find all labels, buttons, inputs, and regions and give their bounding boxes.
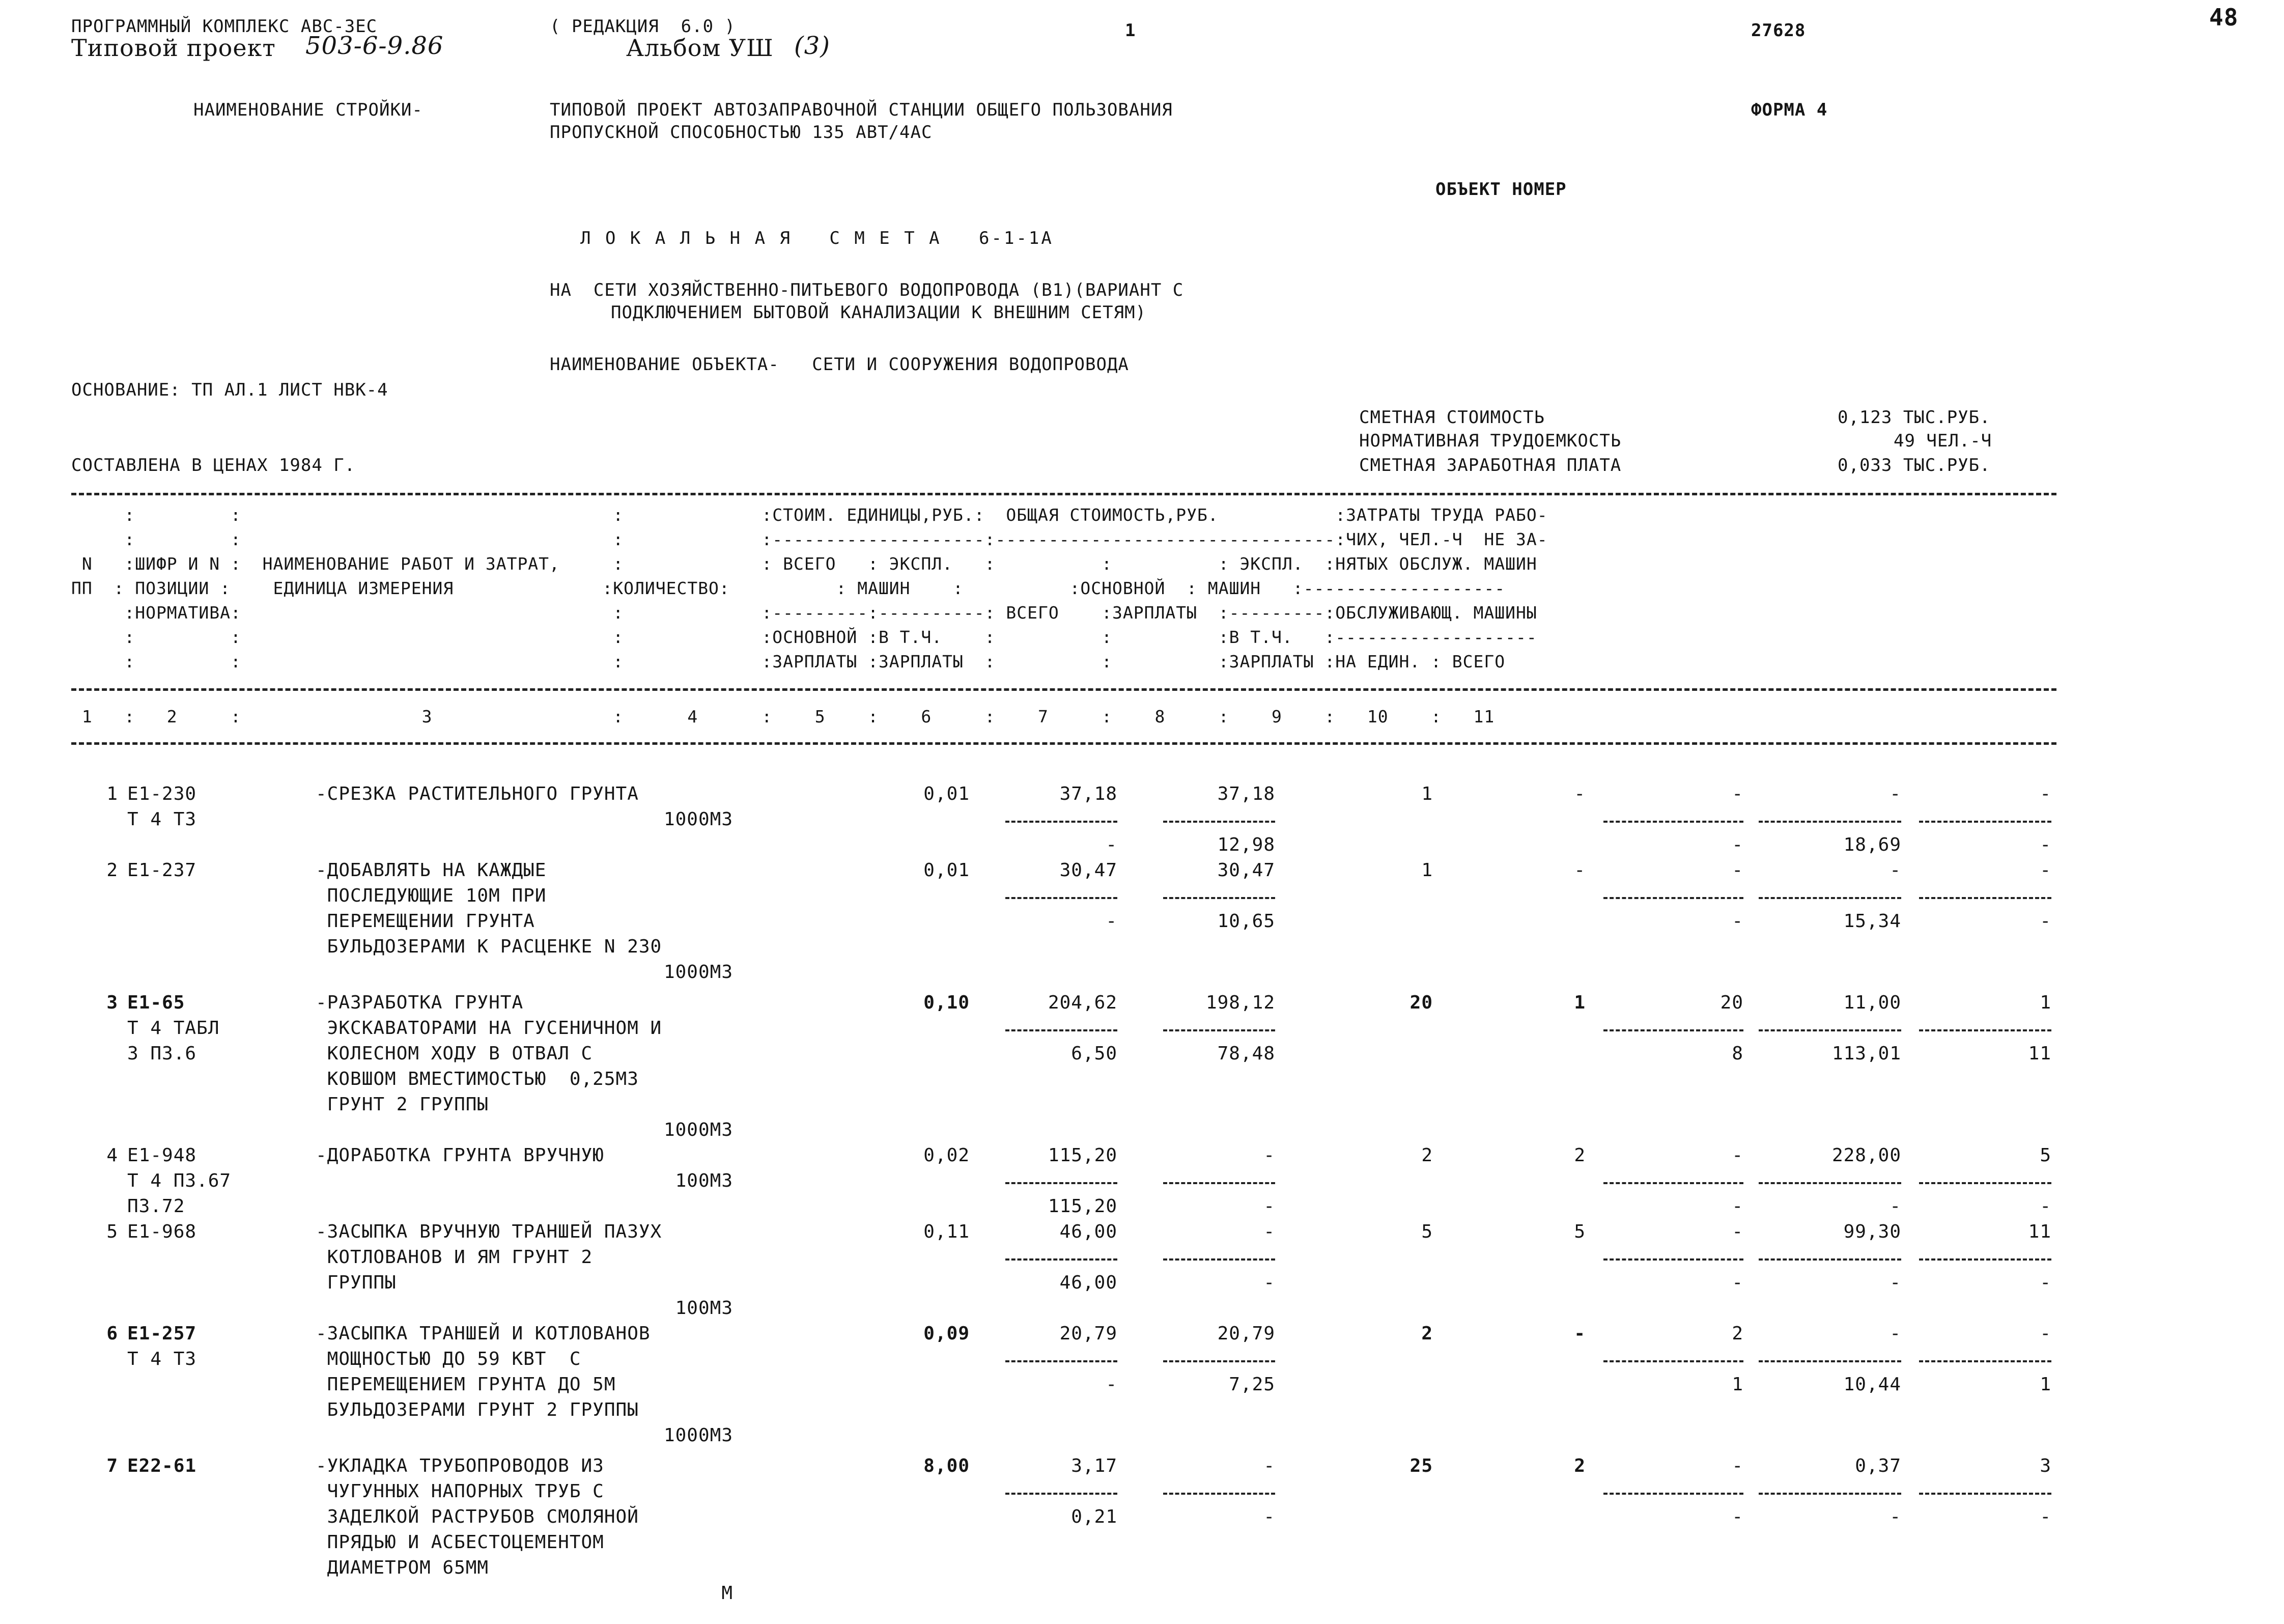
sheet-number: 48 [2209,4,2239,31]
row-code: Т 4 Т3 [127,1349,197,1369]
table-header-row-2: : : : :--------------------:--------------------------------:ЧИХ, ЧЕЛ.-Ч НЕ ЗА- [71,529,1548,549]
summary-value-labor: 49 ЧЕЛ.-Ч [1894,431,1992,451]
page-number: 1 [1125,20,1136,41]
total-machines: - [1732,1145,1743,1166]
unit-cost-total: 37,18 [1059,783,1117,804]
row-dashed-separator [1919,1258,2051,1261]
row-code: Е1-968 [127,1221,197,1242]
unit-cost-wages: 46,00 [1059,1272,1117,1293]
row-code: Е1-237 [127,860,197,881]
labor-per-unit: - [1890,783,1901,804]
unit-cost-machine-wages: 12,98 [1217,834,1275,855]
header-rule-top [71,493,2056,495]
total-machine-wages: - [1732,1196,1743,1217]
row-name: -ЗАСЫПКА ВРУЧНУЮ ТРАНШЕЙ ПАЗУХ [316,1221,662,1242]
object-name: НАИМЕНОВАНИЕ ОБЪЕКТА- СЕТИ И СООРУЖЕНИЯ ВОДОПРОВОДА [550,354,1129,375]
row-dashed-separator [1005,1493,1117,1495]
row-unit: 1000М3 [663,809,733,830]
row-dashed-separator [1919,1029,2051,1031]
row-dashed-separator [1163,1360,1275,1362]
row-code: Е1-948 [127,1145,197,1166]
unit-cost-machine-wages: - [1263,1272,1275,1293]
row-dashed-separator [1603,1360,1743,1362]
row-code: Т 4 П3.67 [127,1170,232,1191]
total-machines: - [1732,783,1743,804]
row-name: ЭКСКАВАТОРАМИ НА ГУСЕНИЧНОМ И [316,1018,662,1039]
unit-cost-machines: 37,18 [1217,783,1275,804]
unit-cost-total: 115,20 [1048,1145,1117,1166]
total-wages: 2 [1574,1145,1586,1166]
row-dashed-separator [1163,897,1275,899]
construction-label: НАИМЕНОВАНИЕ СТРОЙКИ- [193,100,423,120]
unit-cost-total: 46,00 [1059,1221,1117,1242]
row-dashed-separator [1759,1360,1901,1362]
object-number-label: ОБЪЕКТ НОМЕР [1435,179,1567,200]
labor-service-per-unit: 15,34 [1843,911,1901,932]
estimate-title: Л О К А Л Ь Н А Я С М Е Т А 6-1-1А [580,228,1054,248]
summary-label-cost: СМЕТНАЯ СТОИМОСТЬ [1359,407,1545,428]
row-dashed-separator [1919,1493,2051,1495]
labor-service-total: 1 [2040,1374,2051,1395]
total-wages: - [1574,783,1586,804]
total-cost: 1 [1421,860,1433,881]
unit-cost-wages: - [1106,1374,1117,1395]
row-unit: М [721,1583,733,1604]
unit-cost-total: 204,62 [1048,992,1117,1013]
row-unit: 1000М3 [663,1425,733,1446]
row-name: -ДОРАБОТКА ГРУНТА ВРУЧНУЮ [316,1145,604,1166]
unit-cost-total: 3,17 [1071,1455,1117,1476]
form-number: ФОРМА 4 [1751,100,1828,120]
row-name: ЗАДЕЛКОЙ РАСТРУБОВ СМОЛЯНОЙ [316,1506,639,1527]
labor-total: 5 [2040,1145,2051,1166]
row-dashed-separator [1759,1029,1901,1031]
labor-total: 3 [2040,1455,2051,1476]
total-machines: - [1732,1221,1743,1242]
row-unit: 100М3 [675,1298,733,1319]
row-code: Е22-61 [127,1455,197,1476]
labor-service-per-unit: 10,44 [1843,1374,1901,1395]
row-name: ЧУГУННЫХ НАПОРНЫХ ТРУБ С [316,1481,604,1502]
row-dashed-separator [1005,1029,1117,1031]
total-machine-wages: 8 [1732,1043,1743,1064]
row-dashed-separator [1005,1182,1117,1184]
unit-cost-total: 20,79 [1059,1323,1117,1344]
unit-cost-machines: - [1263,1145,1275,1166]
row-unit: 100М3 [675,1170,733,1191]
row-dashed-separator [1005,897,1117,899]
total-machine-wages: - [1732,1506,1743,1527]
construction-line-1: ТИПОВОЙ ПРОЕКТ АВТОЗАПРАВОЧНОЙ СТАНЦИИ ОБЩЕГО ПОЛЬЗОВАНИЯ [550,100,1173,120]
summary-value-wage: 0,033 ТЫС.РУБ. [1838,455,1991,475]
row-code: Е1-230 [127,783,197,804]
total-machines: - [1732,860,1743,881]
row-dashed-separator [1163,1182,1275,1184]
unit-cost-machines: 20,79 [1217,1323,1275,1344]
labor-total: - [2040,783,2051,804]
row-name: БУЛЬДОЗЕРАМИ ГРУНТ 2 ГРУППЫ [316,1399,639,1420]
unit-cost-machine-wages: - [1263,1196,1275,1217]
unit-cost-wages: - [1106,911,1117,932]
prices-basis: СОСТАВЛЕНА В ЦЕНАХ 1984 Г. [71,455,356,475]
total-wages: 2 [1574,1455,1586,1476]
row-code: П3.72 [127,1196,185,1217]
total-wages: - [1574,860,1586,881]
row-name: КОЛЕСНОМ ХОДУ В ОТВАЛ С [316,1043,593,1064]
table-header-row-4: ПП : ПОЗИЦИИ : ЕДИНИЦА ИЗМЕРЕНИЯ :КОЛИЧЕСТВО: : МАШИН : :ОСНОВНОЙ : МАШИН :------------------- [71,578,1506,598]
table-header-row-7: : : : :ЗАРПЛАТЫ :ЗАРПЛАТЫ : : :ЗАРПЛАТЫ :НА ЕДИН. : ВСЕГО [71,652,1506,671]
labor-per-unit: 0,37 [1855,1455,1901,1476]
row-dashed-separator [1919,1360,2051,1362]
row-dashed-separator [1603,1493,1743,1495]
labor-service-total: - [2040,1272,2051,1293]
row-number: 7 [106,1455,118,1476]
labor-service-total: 11 [2028,1043,2051,1064]
row-dashed-separator [1919,897,2051,899]
unit-cost-machine-wages: - [1263,1506,1275,1527]
labor-total: - [2040,860,2051,881]
row-code: Т 4 Т3 [127,809,197,830]
total-cost: 1 [1421,783,1433,804]
unit-cost-wages: - [1106,834,1117,855]
row-dashed-separator [1163,1493,1275,1495]
row-dashed-separator [1005,1360,1117,1362]
row-quantity: 8,00 [923,1455,970,1476]
subject-line-1: НА СЕТИ ХОЗЯЙСТВЕННО-ПИТЬЕВОГО ВОДОПРОВОДА (В1)(ВАРИАНТ С [550,280,1184,300]
row-name: ДИАМЕТРОМ 65ММ [316,1557,489,1578]
row-dashed-separator [1603,897,1743,899]
program-name: ПРОГРАММНЫЙ КОМПЛЕКС АВС-3ЕС [71,16,378,37]
row-dashed-separator [1163,1029,1275,1031]
labor-service-per-unit: - [1890,1196,1901,1217]
album-prefix: Альбом УШ [626,34,774,62]
unit-cost-total: 30,47 [1059,860,1117,881]
row-number: 6 [106,1323,118,1344]
labor-per-unit: 11,00 [1843,992,1901,1013]
header-rule-mid [71,688,2056,691]
labor-service-per-unit: - [1890,1506,1901,1527]
row-dashed-separator [1759,897,1901,899]
labor-per-unit: - [1890,860,1901,881]
labor-service-total: - [2040,834,2051,855]
total-machine-wages: - [1732,834,1743,855]
labor-per-unit: 228,00 [1831,1145,1901,1166]
row-number: 4 [106,1145,118,1166]
summary-value-cost: 0,123 ТЫС.РУБ. [1838,407,1991,428]
total-cost: 2 [1421,1323,1433,1344]
row-dashed-separator [1759,1493,1901,1495]
row-dashed-separator [1163,1258,1275,1261]
labor-total: 1 [2040,992,2051,1013]
total-machines: 20 [1720,992,1743,1013]
total-cost: 5 [1421,1221,1433,1242]
total-machines: - [1732,1455,1743,1476]
project-prefix: Типовой проект [71,34,276,62]
row-name: -СРЕЗКА РАСТИТЕЛЬНОГО ГРУНТА [316,783,639,804]
unit-cost-machines: - [1263,1221,1275,1242]
total-cost: 2 [1421,1145,1433,1166]
row-name: БУЛЬДОЗЕРАМИ К РАСЦЕНКЕ N 230 [316,936,662,957]
row-name: ГРУНТ 2 ГРУППЫ [316,1094,489,1115]
row-dashed-separator [1759,1182,1901,1184]
row-unit: 1000М3 [663,962,733,983]
labor-service-total: - [2040,1506,2051,1527]
row-name: КОТЛОВАНОВ И ЯМ ГРУНТ 2 [316,1247,593,1268]
total-wages: 5 [1574,1221,1586,1242]
row-name: -ДОБАВЛЯТЬ НА КАЖДЫЕ [316,860,547,881]
row-quantity: 0,01 [923,783,970,804]
total-machine-wages: - [1732,1272,1743,1293]
row-code: 3 П3.6 [127,1043,197,1064]
row-dashed-separator [1603,1182,1743,1184]
row-quantity: 0,09 [923,1323,970,1344]
unit-cost-wages: 6,50 [1071,1043,1117,1064]
unit-cost-machine-wages: 7,25 [1229,1374,1275,1395]
labor-service-per-unit: 113,01 [1831,1043,1901,1064]
edition: ( РЕДАКЦИЯ 6.0 ) [550,16,736,37]
unit-cost-machines: 30,47 [1217,860,1275,881]
unit-cost-machine-wages: 10,65 [1217,911,1275,932]
labor-per-unit: 99,30 [1843,1221,1901,1242]
row-name: ПРЯДЬЮ И АСБЕСТОЦЕМЕНТОМ [316,1532,604,1553]
labor-service-total: - [2040,1196,2051,1217]
row-dashed-separator [1005,1258,1117,1261]
row-code: Е1-65 [127,992,185,1013]
unit-cost-machine-wages: 78,48 [1217,1043,1275,1064]
row-dashed-separator [1603,1029,1743,1031]
row-dashed-separator [1603,1258,1743,1261]
summary-label-labor: НОРМАТИВНАЯ ТРУДОЕМКОСТЬ [1359,431,1622,451]
row-quantity: 0,10 [923,992,970,1013]
unit-cost-machines: - [1263,1455,1275,1476]
row-quantity: 0,11 [923,1221,970,1242]
labor-service-per-unit: - [1890,1272,1901,1293]
unit-cost-wages: 0,21 [1071,1506,1117,1527]
row-dashed-separator [1919,1182,2051,1184]
construction-line-2: ПРОПУСКНОЙ СПОСОБНОСТЬЮ 135 АВТ/4АС [550,122,933,143]
unit-cost-machines: 198,12 [1205,992,1275,1013]
row-name: МОЩНОСТЬЮ ДО 59 КВТ С [316,1349,581,1369]
table-header-row-5: :НОРМАТИВА: : :---------:----------: ВСЕГО :ЗАРПЛАТЫ :---------:ОБСЛУЖИВАЮЩ. МАШИНЫ [71,603,1537,623]
total-wages: 1 [1574,992,1586,1013]
row-dashed-separator [1919,821,2051,823]
header-rule-bottom [71,742,2056,745]
summary-label-wage: СМЕТНАЯ ЗАРАБОТНАЯ ПЛАТА [1359,455,1622,475]
labor-service-per-unit: 18,69 [1843,834,1901,855]
total-cost: 20 [1409,992,1433,1013]
row-dashed-separator [1005,821,1117,823]
row-name: ГРУППЫ [316,1272,397,1293]
row-unit: 1000М3 [663,1119,733,1140]
row-quantity: 0,01 [923,860,970,881]
unit-cost-wages: 115,20 [1048,1196,1117,1217]
labor-total: 11 [2028,1221,2051,1242]
document-number: 27628 [1751,20,1806,41]
row-name: ПЕРЕМЕЩЕНИЕМ ГРУНТА ДО 5М [316,1374,616,1395]
labor-per-unit: - [1890,1323,1901,1344]
table-header-row-6: : : : :ОСНОВНОЙ :В Т.Ч. : : :В Т.Ч. :------------------- [71,627,1537,647]
table-header-row-1: : : : :СТОИМ. ЕДИНИЦЫ,РУБ.: ОБЩАЯ СТОИМОСТЬ,РУБ. :ЗАТРАТЫ ТРУДА РАБО- [71,505,1548,525]
row-number: 1 [106,783,118,804]
column-numbers: 1 : 2 : 3 : 4 : 5 : 6 : 7 : 8 : 9 : 10 : 11 [71,707,1495,726]
labor-total: - [2040,1323,2051,1344]
row-dashed-separator [1163,821,1275,823]
row-number: 3 [106,992,118,1013]
row-dashed-separator [1603,821,1743,823]
total-machines: 2 [1732,1323,1743,1344]
row-code: Е1-257 [127,1323,197,1344]
row-name: ПЕРЕМЕЩЕНИИ ГРУНТА [316,911,535,932]
row-number: 5 [106,1221,118,1242]
row-quantity: 0,02 [923,1145,970,1166]
row-dashed-separator [1759,1258,1901,1261]
total-cost: 25 [1409,1455,1433,1476]
row-name: -ЗАСЫПКА ТРАНШЕЙ И КОТЛОВАНОВ [316,1323,651,1344]
subject-line-2: ПОДКЛЮЧЕНИЕМ БЫТОВОЙ КАНАЛИЗАЦИИ К ВНЕШНИМ СЕТЯМ) [611,302,1147,323]
row-number: 2 [106,860,118,881]
row-dashed-separator [1759,821,1901,823]
total-wages: - [1574,1323,1586,1344]
total-machine-wages: - [1732,911,1743,932]
album-part: (3) [794,32,830,60]
project-code: 503-6-9.86 [305,32,444,60]
total-machine-wages: 1 [1732,1374,1743,1395]
row-name: ПОСЛЕДУЮЩИЕ 10М ПРИ [316,885,547,906]
table-header-row-3: N :ШИФР И N : НАИМЕНОВАНИЕ РАБОТ И ЗАТРАТ, : : ВСЕГО : ЭКСПЛ. : : : ЭКСПЛ. :НЯТЫХ ОБСЛУЖ. МАШИН [71,554,1537,574]
row-name: КОВШОМ ВМЕСТИМОСТЬЮ 0,25М3 [316,1069,639,1089]
labor-service-total: - [2040,911,2051,932]
basis: ОСНОВАНИЕ: ТП АЛ.1 ЛИСТ НВК-4 [71,380,388,400]
row-name: -УКЛАДКА ТРУБОПРОВОДОВ ИЗ [316,1455,604,1476]
row-name: -РАЗРАБОТКА ГРУНТА [316,992,524,1013]
row-code: Т 4 ТАБЛ [127,1018,220,1039]
